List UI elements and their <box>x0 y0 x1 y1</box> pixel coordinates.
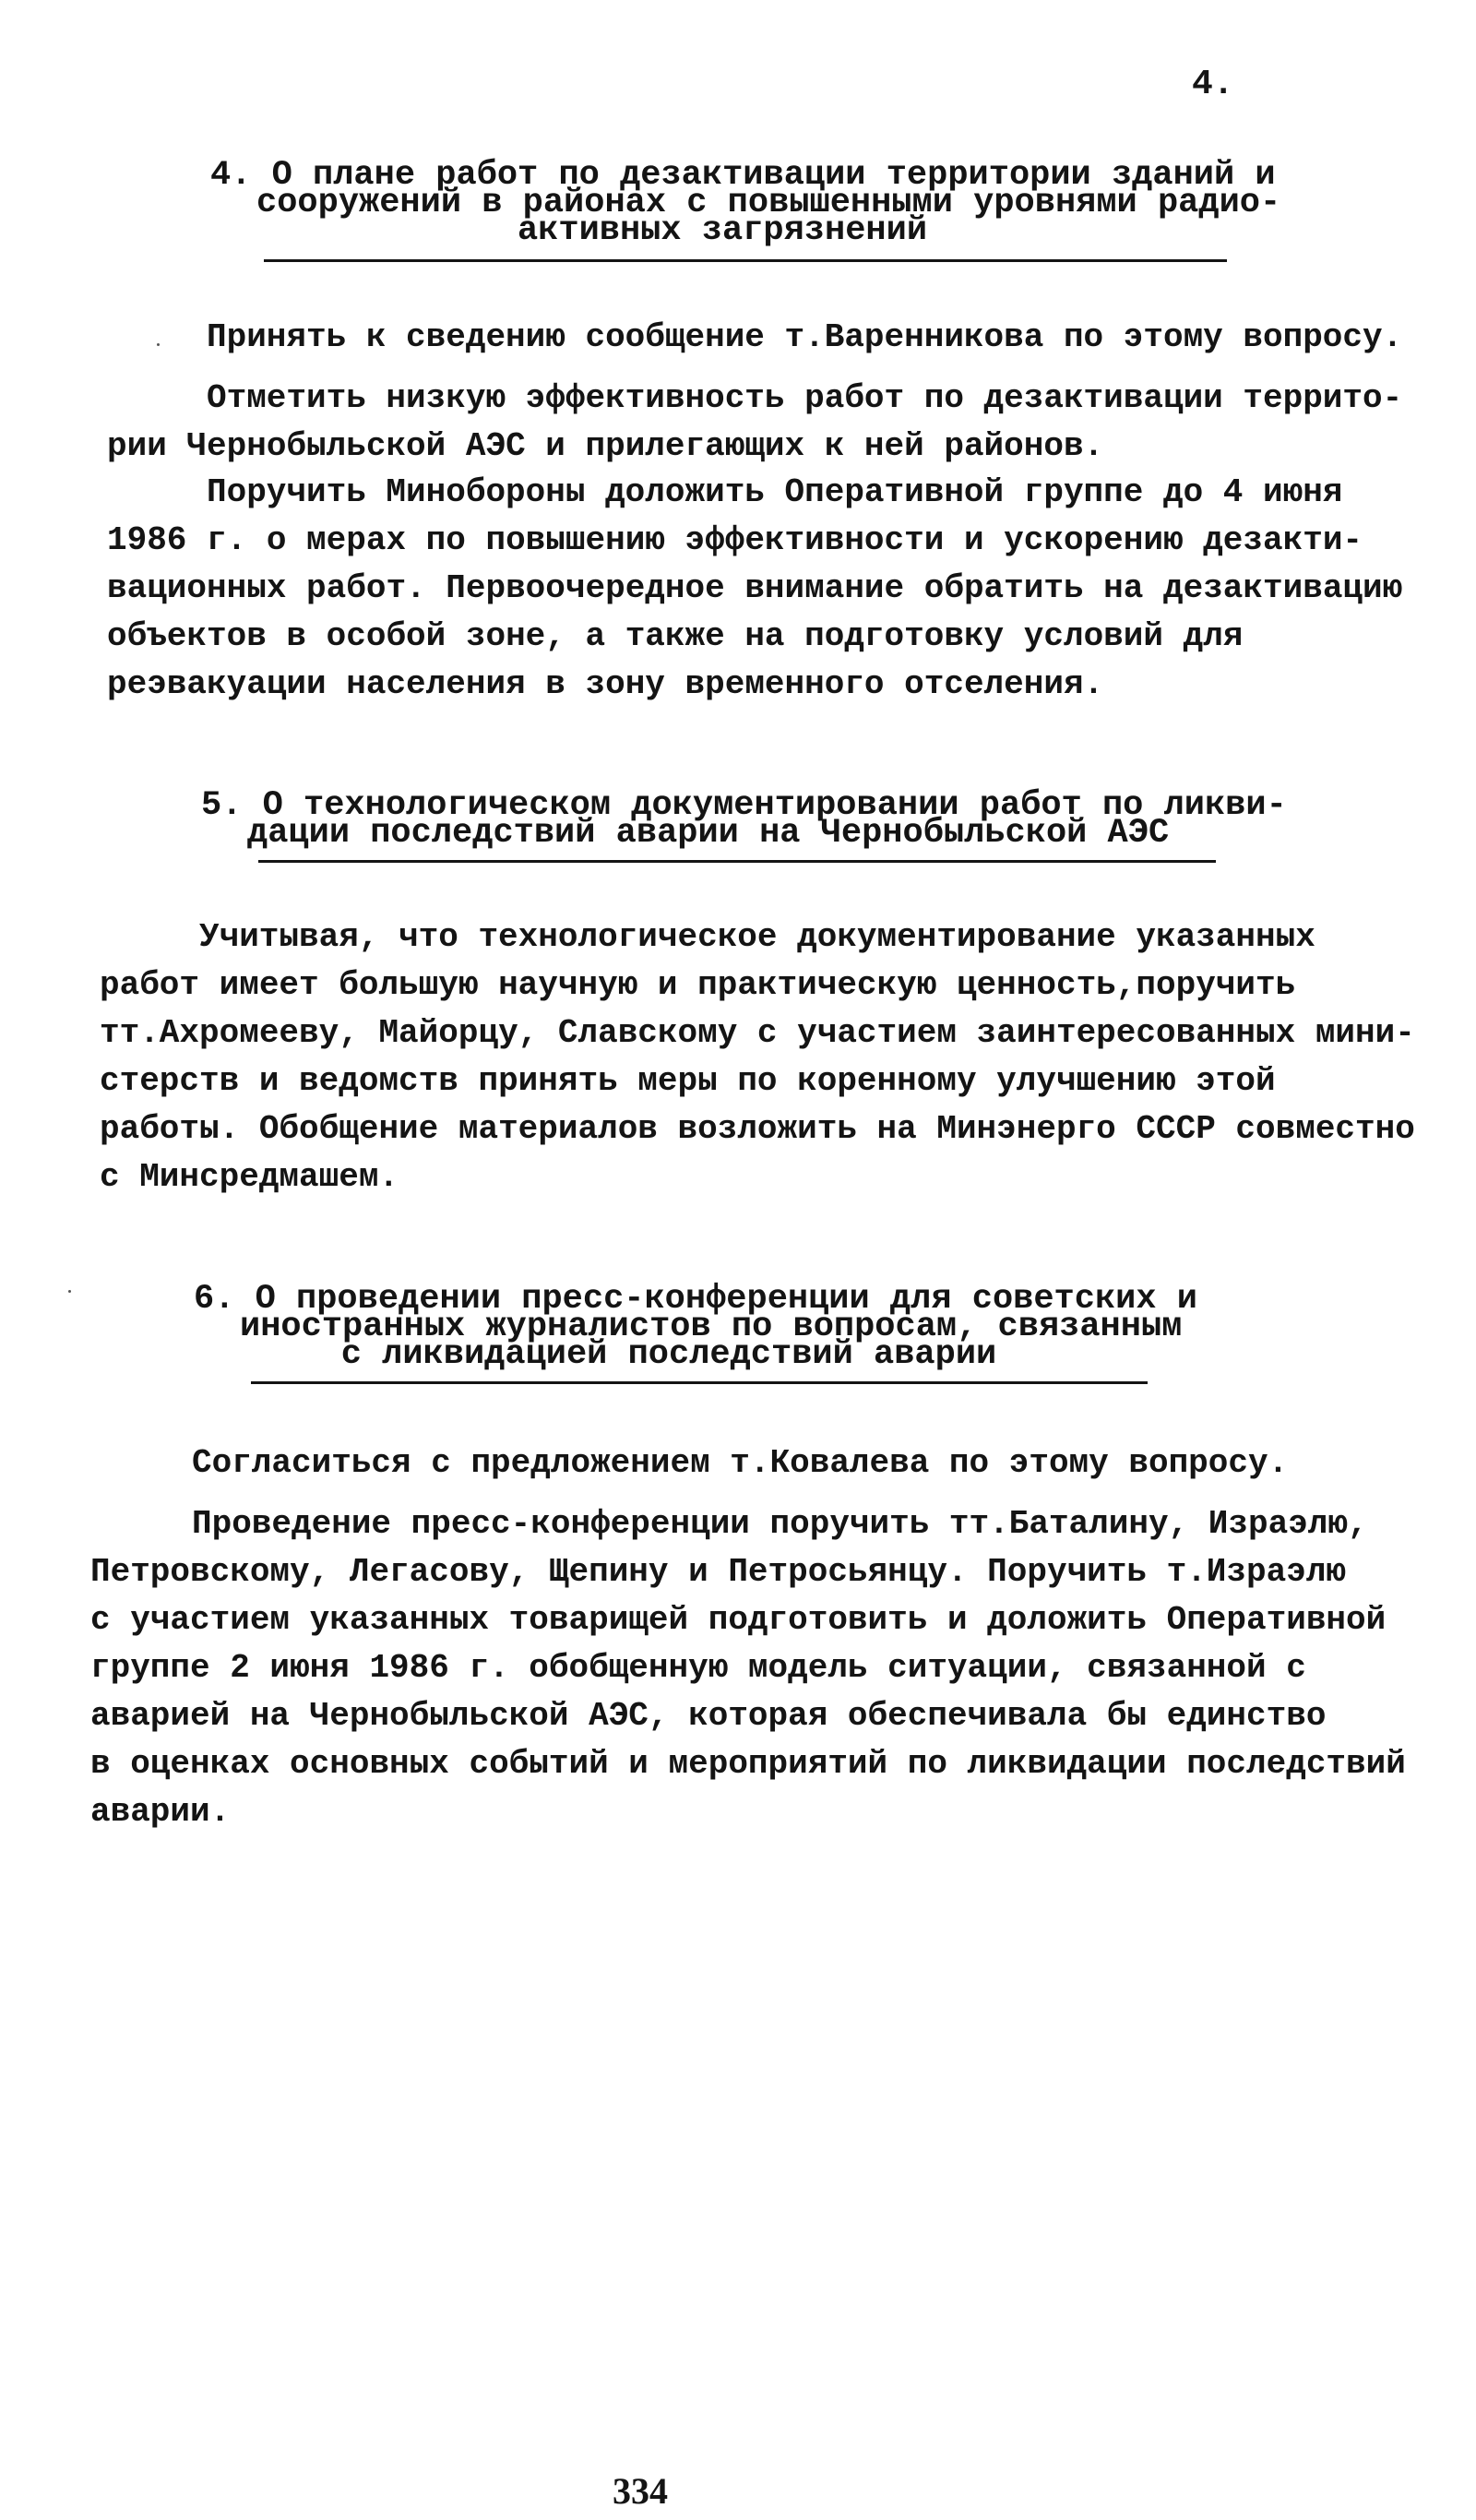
section-5-heading <box>201 786 1287 853</box>
heading-line: активных загрязнений <box>517 211 928 250</box>
page-number: 4. <box>1192 65 1234 104</box>
section-5-underline <box>258 860 1216 863</box>
section-4-paragraph-3 <box>107 469 1402 709</box>
paragraph-line: аварии. <box>90 1793 231 1831</box>
section-6-heading <box>194 1280 1197 1374</box>
section-4-heading <box>210 156 1281 250</box>
scan-speck <box>157 343 160 346</box>
paragraph-line: Принять к сведению сообщение т.Варенникова по этому вопросу. <box>207 318 1403 356</box>
paragraph-line: работ имеет большую научную и практическую ценность,поручить <box>100 966 1296 1004</box>
paragraph-line: реэвакуации населения в зону временного отселения. <box>107 665 1104 703</box>
paragraph-line: Согласиться с предложением т.Ковалева по этому вопросу. <box>192 1444 1289 1482</box>
heading-line: 6. О проведении пресс-конференции для советских и <box>194 1280 1197 1319</box>
section-4-paragraph-2 <box>107 375 1402 471</box>
heading-line: с ликвидацией последствий аварии <box>340 1335 997 1374</box>
section-5-paragraph-1 <box>100 914 1415 1201</box>
paragraph-line: 1986 г. о мерах по повышению эффективности и ускорению дезакти- <box>107 521 1363 559</box>
section-6-paragraph-1 <box>192 1439 1288 1487</box>
heading-line: 5. О технологическом документировании работ по ликви- <box>201 786 1287 825</box>
heading-line: сооружений в районах с повышенными уровнями радио- <box>256 184 1281 222</box>
section-4-underline <box>264 259 1227 262</box>
section-6-underline <box>251 1381 1148 1384</box>
paragraph-line: Учитывая, что технологическое документирование указанных <box>199 918 1315 956</box>
paragraph-line: Отметить низкую эффективность работ по дезактивации террито- <box>207 379 1403 417</box>
heading-line: 4. О плане работ по дезактивации территории зданий и <box>210 156 1276 195</box>
heading-line: иностранных журналистов по вопросам, связанным <box>240 1308 1183 1346</box>
section-6-paragraph-2 <box>90 1500 1406 1836</box>
heading-line: дации последствий аварии на Чернобыльской АЭС <box>247 814 1170 853</box>
paragraph-line: работы. Обобщение материалов возложить на Минэнерго СССР совместно <box>100 1110 1415 1148</box>
paragraph-line: Проведение пресс-конференции поручить тт.Баталину, Израэлю, <box>192 1505 1368 1543</box>
paragraph-line: группе 2 июня 1986 г. обобщенную модель ситуации, связанной с <box>90 1649 1306 1687</box>
paragraph-line: с Минсредмашем. <box>100 1158 399 1196</box>
scan-speck <box>68 1290 71 1293</box>
footer-page-number: 334 <box>613 2470 668 2512</box>
paragraph-line: Поручить Минобороны доложить Оперативной группе до 4 июня <box>207 473 1343 511</box>
paragraph-line: с участием указанных товарищей подготовить и доложить Оперативной <box>90 1601 1387 1639</box>
paragraph-line: объектов в особой зоне, а также на подготовку условий для <box>107 617 1244 655</box>
paragraph-line: аварией на Чернобыльской АЭС, которая обеспечивала бы единство <box>90 1697 1327 1735</box>
paragraph-line: вационных работ. Первоочередное внимание обратить на дезактивацию <box>107 569 1403 607</box>
paragraph-line: Петровскому, Легасову, Щепину и Петросьянцу. Поручить т.Израэлю <box>90 1553 1347 1591</box>
paragraph-line: в оценках основных событий и мероприятий по ликвидации последствий <box>90 1745 1406 1783</box>
paragraph-line: стерств и ведомств принять меры по коренному улучшению этой <box>100 1062 1276 1100</box>
paragraph-line: тт.Ахромееву, Майорцу, Славскому с участием заинтересованных мини- <box>100 1014 1415 1052</box>
section-4-paragraph-1 <box>207 314 1402 362</box>
paragraph-line: рии Чернобыльской АЭС и прилегающих к ней районов. <box>107 427 1104 465</box>
